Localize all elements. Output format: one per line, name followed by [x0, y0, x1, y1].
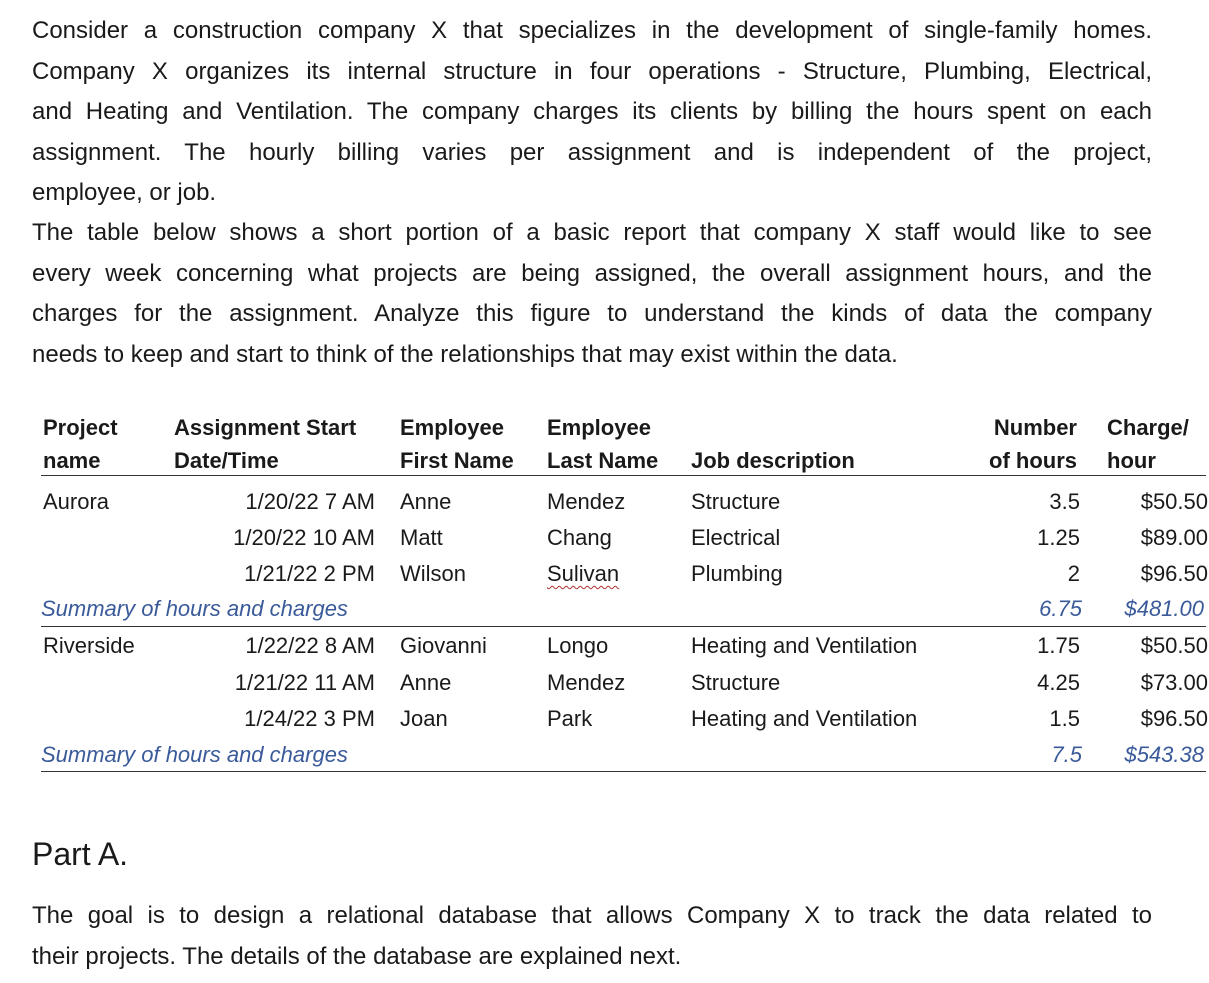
- header-job: Job description: [691, 448, 855, 473]
- summary-hours: 6.75: [1039, 596, 1082, 621]
- intro-line: charges for the assignment. Analyze this figure to understand the kinds of data the company: [32, 300, 1152, 327]
- summary-label: Summary of hours and charges: [41, 742, 348, 767]
- hours: 4.25: [1037, 670, 1080, 695]
- job-description: Structure: [691, 489, 781, 514]
- hours: 1.75: [1037, 633, 1080, 658]
- summary-label: Summary of hours and charges: [41, 596, 348, 621]
- part-a-line: The goal is to design a relational database that allows Company X to track the data related to: [32, 902, 1152, 929]
- intro-line: assignment. The hourly billing varies per assignment and is independent of the project,: [32, 138, 1152, 166]
- start-datetime: 1/21/22 2 PM: [244, 561, 375, 586]
- last-name: Mendez: [547, 489, 626, 514]
- charge: $96.50: [1140, 706, 1208, 731]
- first-name: Anne: [400, 670, 452, 695]
- first-name: Wilson: [400, 561, 467, 586]
- charge: $50.50: [1140, 489, 1208, 514]
- header-first-name: Employee First Name: [400, 415, 514, 473]
- job-description: Plumbing: [691, 561, 783, 586]
- summary-hours: 7.5: [1051, 742, 1082, 767]
- last-name: Park: [547, 706, 593, 731]
- hours: 1.25: [1037, 525, 1080, 550]
- header-project: Project name: [43, 415, 118, 473]
- header-start: Assignment Start Date/Time: [174, 415, 357, 473]
- hours: 1.5: [1049, 706, 1080, 731]
- project-name: Riverside: [43, 633, 135, 658]
- job-description: Heating and Ventilation: [691, 706, 918, 731]
- part-a-line: their projects. The details of the database are explained next.: [32, 942, 682, 970]
- header-charge: Charge/ hour: [1107, 415, 1189, 473]
- start-datetime: 1/20/22 7 AM: [245, 489, 375, 514]
- job-description: Electrical: [691, 525, 781, 550]
- hours: 2: [1067, 561, 1080, 586]
- job-description: Structure: [691, 670, 781, 695]
- intro-line: employee, or job.: [32, 179, 217, 206]
- start-datetime: 1/22/22 8 AM: [245, 633, 375, 658]
- start-datetime: 1/21/22 11 AM: [234, 670, 375, 695]
- intro-paragraph-2: [32, 213, 1152, 375]
- last-name: Mendez: [547, 670, 626, 695]
- project-name: Aurora: [43, 489, 110, 514]
- intro-line: needs to keep and start to think of the relationships that may exist within the data.: [32, 340, 898, 368]
- intro-line: Company X organizes its internal structure in four operations - Structure, Plumbing, Electrical,: [32, 57, 1152, 85]
- job-description: Heating and Ventilation: [691, 633, 918, 658]
- last-name: Chang: [547, 525, 612, 550]
- first-name: Matt: [400, 525, 443, 550]
- charge: $50.50: [1140, 633, 1208, 658]
- table-bottom-rule: [41, 771, 1206, 772]
- intro-paragraph-1: [32, 11, 1152, 214]
- header-rule: [41, 475, 1206, 476]
- last-name: Sulivan: [547, 561, 620, 586]
- intro-line: and Heating and Ventilation. The company charges its clients by billing the hours spent on each: [32, 98, 1152, 125]
- header-hours: Number of hours: [989, 415, 1077, 473]
- start-datetime: 1/20/22 10 AM: [233, 525, 375, 550]
- group-rule: [41, 626, 1206, 627]
- charge: $89.00: [1140, 525, 1208, 550]
- first-name: Joan: [400, 706, 448, 731]
- first-name: Anne: [400, 489, 452, 514]
- first-name: Giovanni: [400, 633, 487, 658]
- intro-line: The table below shows a short portion of a basic report that company X staff would like to see: [32, 219, 1152, 246]
- summary-charge: $543.38: [1124, 742, 1204, 767]
- charge: $73.00: [1140, 670, 1208, 695]
- charge: $96.50: [1140, 561, 1208, 586]
- header-last-name: Employee Last Name: [547, 415, 659, 473]
- intro-line: Consider a construction company X that specializes in the development of single-family homes.: [32, 17, 1152, 44]
- part-a-heading: Part A.: [32, 836, 129, 872]
- summary-charge: $481.00: [1124, 596, 1204, 621]
- start-datetime: 1/24/22 3 PM: [244, 706, 375, 731]
- last-name: Longo: [547, 633, 609, 658]
- hours: 3.5: [1049, 489, 1080, 514]
- intro-line: every week concerning what projects are being assigned, the overall assignment hours, and the: [32, 259, 1152, 287]
- part-a-paragraph: [32, 896, 1152, 977]
